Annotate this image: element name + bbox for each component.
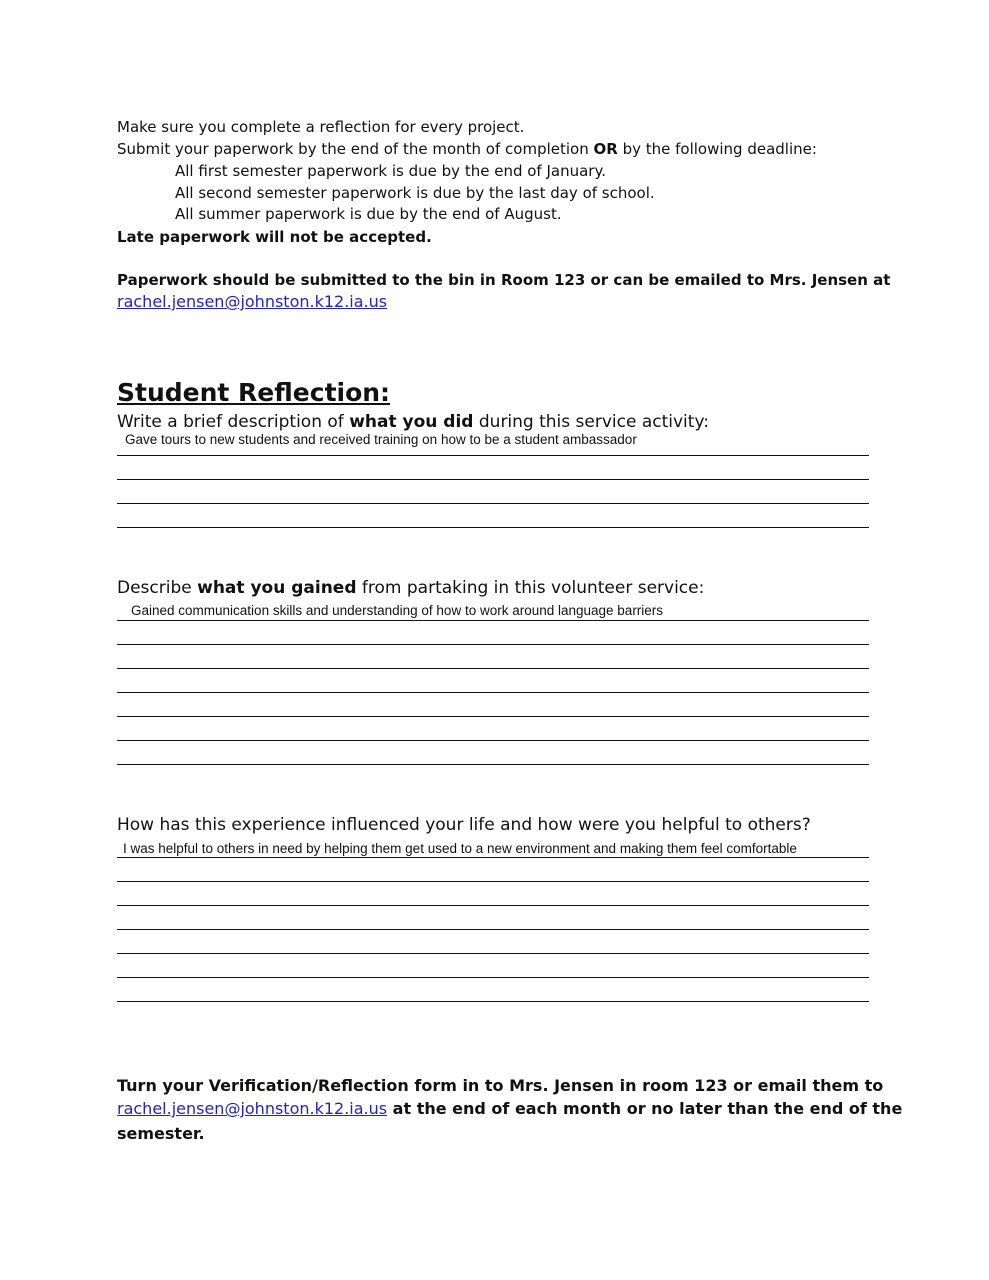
answer-line: [117, 857, 869, 858]
answer-line: [117, 764, 869, 765]
deadline-first-semester: All first semester paperwork is due by the end of January.: [175, 162, 606, 180]
instruction-or: OR: [593, 140, 618, 158]
question-2-bold: what you gained: [197, 578, 357, 598]
deadline-second-semester: All second semester paperwork is due by the last day of school.: [175, 184, 655, 202]
answer-line: [117, 881, 869, 882]
question-2-post: from partaking in this volunteer service:: [356, 578, 705, 598]
answer-line: [117, 929, 869, 930]
footer-email-link[interactable]: rachel.jensen@johnston.k12.ia.us: [117, 1099, 388, 1118]
section-title: Student Reflection:: [117, 378, 391, 407]
question-what-you-gained: [117, 578, 704, 598]
answer-line: [117, 716, 869, 717]
footer-line-2: [117, 1099, 902, 1118]
instruction-submit-pre: Submit your paperwork by the end of the month of completion: [117, 140, 594, 158]
answer-line: [117, 740, 869, 741]
answer-line: [117, 644, 869, 645]
answer-2-text[interactable]: Gained communication skills and understanding of how to work around language barriers: [131, 603, 664, 618]
answer-line: [117, 692, 869, 693]
question-1-bold: what you did: [349, 412, 474, 432]
answer-line: [117, 620, 869, 621]
instruction-reflection-every-project: Make sure you complete a reflection for every project.: [117, 118, 525, 136]
late-notice: Late paperwork will not be accepted.: [117, 228, 432, 246]
answer-line: [117, 905, 869, 906]
question-what-you-did: [117, 412, 709, 432]
instruction-submit-post: by the following deadline:: [617, 140, 817, 158]
answer-line: [117, 977, 869, 978]
question-1-post: during this service activity:: [473, 412, 709, 432]
answer-line: [117, 527, 869, 528]
answer-line: [117, 668, 869, 669]
email-link[interactable]: rachel.jensen@johnston.k12.ia.us: [117, 292, 388, 311]
footer-deadline-text: at the end of each month or no later than the end of the: [387, 1099, 903, 1118]
footer-instructions: Turn your Verification/Reflection form in to Mrs. Jensen in room 123 or email them to: [117, 1076, 884, 1095]
submit-instructions: Paperwork should be submitted to the bin in Room 123 or can be emailed to Mrs. Jensen at: [117, 271, 891, 289]
deadline-summer: All summer paperwork is due by the end of August.: [175, 205, 562, 223]
question-influence: How has this experience influenced your life and how were you helpful to others?: [117, 815, 811, 835]
question-2-pre: Describe: [117, 578, 198, 598]
question-1-pre: Write a brief description of: [117, 412, 350, 432]
answer-line: [117, 479, 869, 480]
answer-line: [117, 455, 869, 456]
answer-line: [117, 953, 869, 954]
answer-line: [117, 503, 869, 504]
answer-3-text[interactable]: I was helpful to others in need by helping them get used to a new environment and making them feel comfortable: [123, 841, 797, 856]
answer-line: [117, 1001, 869, 1002]
answer-1-text[interactable]: Gave tours to new students and received training on how to be a student ambassador: [125, 432, 637, 447]
footer-semester: semester.: [117, 1124, 205, 1143]
instruction-submit-deadline: [117, 140, 817, 158]
